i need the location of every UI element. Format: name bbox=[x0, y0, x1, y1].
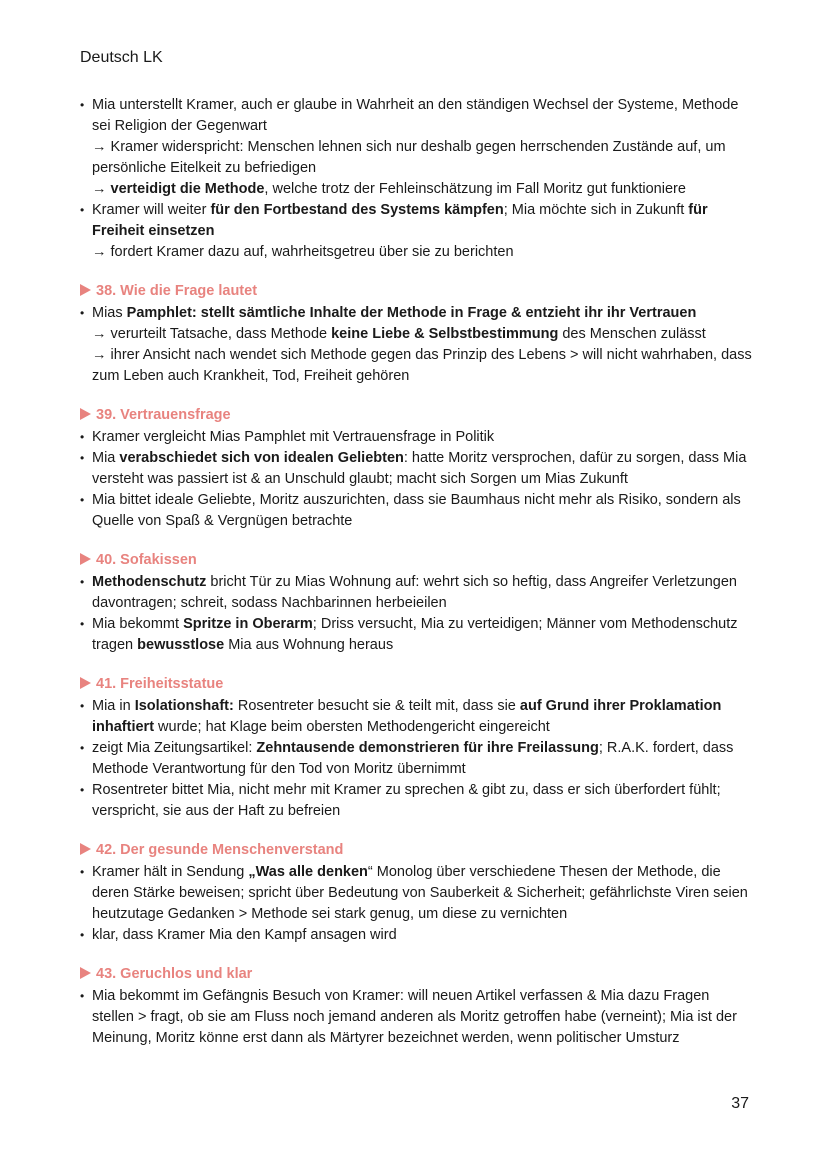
section-heading-43: 43. Geruchlos und klar bbox=[80, 964, 752, 985]
arrow-item: → Kramer widerspricht: Menschen lehnen sich nur deshalb gegen herrschenden Zustände auf, um persönliche Eitelkeit zu befriedigen bbox=[92, 139, 726, 176]
triangle-right-icon bbox=[80, 408, 91, 420]
section-heading-38: 38. Wie die Frage lautet bbox=[80, 281, 752, 302]
section-heading-40: 40. Sofakissen bbox=[80, 550, 752, 571]
bullet-item: • Rosentreter bittet Mia, nicht mehr mit Kramer zu sprechen & gibt zu, dass er sich überfordert fühlt; verspricht, sie aus der Haft zu befreien bbox=[80, 780, 752, 822]
triangle-right-icon bbox=[80, 843, 91, 855]
arrow-item: → fordert Kramer dazu auf, wahrheitsgetreu über sie zu berichten bbox=[92, 244, 514, 260]
bullet-item: • Kramer hält in Sendung „Was alle denken“ Monolog über verschiedene Thesen der Methode, die deren Stärke beweisen; spricht über Bedeutung von Sauberkeit & Sicherheit; gefährlichste Viren seien heutzutage Gedanken > Methode sei stark genug, um diese zu vernichten bbox=[80, 862, 752, 925]
bullet-item: • klar, dass Kramer Mia den Kampf ansagen wird bbox=[80, 925, 752, 946]
triangle-right-icon bbox=[80, 677, 91, 689]
bullet-item: • Methodenschutz bricht Tür zu Mias Wohnung auf: wehrt sich so heftig, dass Angreifer Verletzungen davontragen; schreit, sodass Nachbarinnen herbeieilen bbox=[80, 572, 752, 614]
bullet-item: • Mia in Isolationshaft: Rosentreter besucht sie & teilt mit, dass sie auf Grund ihrer Proklamation inhaftiert wurde; hat Klage beim obersten Methodengericht eingereicht bbox=[80, 696, 752, 738]
arrow-item: → ihrer Ansicht nach wendet sich Methode gegen das Prinzip des Lebens > will nicht wahrhaben, dass zum Leben auch Krankheit, Tod, Freiheit gehören bbox=[92, 347, 752, 384]
bullet-item: • Mia bekommt im Gefängnis Besuch von Kramer: will neuen Artikel verfassen & Mia dazu Fragen stellen > fragt, ob sie am Fluss noch jemand anderen als Moritz getroffen habe (verneint); Mia ist der Meinung, Moritz könne erst dann als Märtyrer bezeichnet werden, wenn politischer Umsturz bbox=[80, 986, 752, 1049]
bullet-item: • Mias Pamphlet: stellt sämtliche Inhalte der Methode in Frage & entzieht ihr ihr Vertrauen bbox=[80, 303, 752, 324]
bullet-item: • Mia bittet ideale Geliebte, Moritz auszurichten, dass sie Baumhaus nicht mehr als Risiko, sondern als Quelle von Spaß & Vergnügen betrachte bbox=[80, 490, 752, 532]
page-number: 37 bbox=[731, 1095, 749, 1112]
triangle-right-icon bbox=[80, 967, 91, 979]
bullet-item: • Kramer will weiter für den Fortbestand des Systems kämpfen; Mia möchte sich in Zukunft für Freiheit einsetzen bbox=[80, 200, 752, 242]
bullet-item: • Mia verabschiedet sich von idealen Geliebten: hatte Moritz versprochen, dafür zu sorgen, dass Mia versteht was passiert ist & an Unschuld glaubt; macht sich Sorgen um Mias Zukunft bbox=[80, 448, 752, 490]
arrow-item: → verurteilt Tatsache, dass Methode keine Liebe & Selbstbestimmung des Menschen zulässt bbox=[92, 326, 706, 342]
page-header: Deutsch LK bbox=[80, 49, 163, 66]
bullet-item: • Mia bekommt Spritze in Oberarm; Driss versucht, Mia zu verteidigen; Männer vom Methodenschutz tragen bewusstlose Mia aus Wohnung heraus bbox=[80, 614, 752, 656]
section-heading-42: 42. Der gesunde Menschenverstand bbox=[80, 840, 752, 861]
document-body bbox=[80, 95, 752, 1049]
triangle-right-icon bbox=[80, 284, 91, 296]
triangle-right-icon bbox=[80, 553, 91, 565]
arrow-item: → verteidigt die Methode, welche trotz der Fehleinschätzung im Fall Moritz gut funktioniere bbox=[92, 181, 686, 197]
section-heading-41: 41. Freiheitsstatue bbox=[80, 674, 752, 695]
bullet-item: • Kramer vergleicht Mias Pamphlet mit Vertrauensfrage in Politik bbox=[80, 427, 752, 448]
section-heading-39: 39. Vertrauensfrage bbox=[80, 405, 752, 426]
bullet-item: • Mia unterstellt Kramer, auch er glaube in Wahrheit an den ständigen Wechsel der Systeme, Methode sei Religion der Gegenwart bbox=[80, 95, 752, 137]
bullet-item: • zeigt Mia Zeitungsartikel: Zehntausende demonstrieren für ihre Freilassung; R.A.K. fordert, dass Methode Verantwortung für den Tod von Moritz übernimmt bbox=[80, 738, 752, 780]
